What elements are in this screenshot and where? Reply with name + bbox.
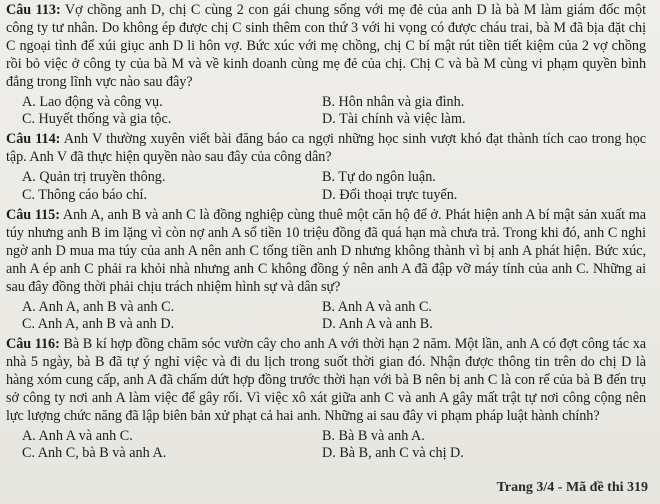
question-113: [6, 2, 646, 92]
option-d[interactable]: D. Bà B, anh C và chị D.: [322, 445, 464, 462]
option-b[interactable]: B. Tự do ngôn luận.: [322, 169, 436, 186]
question-number: Câu 116:: [6, 336, 60, 353]
option-b[interactable]: B. Hôn nhân và gia đình.: [322, 93, 465, 110]
question-stem: Anh A, anh B và anh C là đồng nghiệp cùng thuê một căn hộ để ở. Phát hiện anh A bí mật sản xuất ma túy nhưng anh B im lặng vì còn nợ anh A số tiền 10 triệu đồng đã quá hạn mà chưa trả. Trong khi đó, anh C nghi ngờ anh D mua ma túy của anh A nên anh C tống tiền anh D nhưng không thành vì bị anh A phát hiện. Bức xúc, anh A ép anh C phải ra khỏi nhà nhưng anh C không đồng ý nên anh A đã đập vỡ máy tính của anh C. Những ai sau đây đồng thời phải chịu trách nhiệm hình sự và dân sự?: [6, 206, 646, 295]
option-a[interactable]: A. Anh A, anh B và anh C.: [22, 298, 175, 315]
answer-options: [6, 169, 646, 204]
question-stem: Bà B kí hợp đồng chăm sóc vườn cây cho anh A với thời hạn 2 năm. Một lần, anh A có đợt công tác xa nhà 5 ngày, bà B đã tự ý nghỉ việc và đi du lịch trong suốt thời gian đó. Nhận được thông tin trên do chị D là hàng xóm cung cấp, anh A đã chấm dứt hợp đồng trước thời hạn với bà B nên bị anh C là con rể của bà B đến trụ sở công ty nơi anh A làm việc để gây rối. Vì việc xô xát giữa anh C và anh A gây mất trật tự nơi công cộng nên lực lượng chức năng đã lập biên bản xử phạt cả hai anh. Những ai sau đây vi phạm pháp luật hành chính?: [6, 336, 646, 424]
question-stem: Vợ chồng anh D, chị C cùng 2 con gái chung sống với mẹ đẻ của anh D là bà M làm giám đốc một công ty tư nhân. Do không ép được chị C sinh thêm con thứ 3 với hi vọng có được cháu trai, bà M đã bịa đặt chị C ngoại tình để xúi giục anh D li hôn vợ. Bức xúc với mẹ chồng, chị C bí mật rút tiền tiết kiệm của 2 vợ chồng rồi bỏ việc ở công ty của bà M và về kinh doanh cùng mẹ đẻ của chị. Chị C và bà M cùng vi phạm quyền bình đẳng trong lĩnh vực nào sau đây?: [6, 2, 646, 90]
question-stem: Anh V thường xuyên viết bài đăng báo ca ngợi những học sinh vượt khó đạt thành tích cao trong học tập. Anh V đã thực hiện quyền nào sau đây của công dân?: [6, 131, 646, 166]
option-a[interactable]: A. Anh A và anh C.: [22, 427, 133, 444]
option-d[interactable]: D. Đối thoại trực tuyến.: [322, 186, 458, 203]
option-c[interactable]: C. Thông cáo báo chí.: [22, 186, 148, 203]
answer-options: [6, 94, 646, 129]
question-114: [6, 131, 646, 167]
option-b[interactable]: B. Anh A và anh C.: [322, 298, 432, 315]
option-c[interactable]: C. Anh A, anh B và anh D.: [22, 315, 175, 332]
answer-options: [6, 299, 646, 334]
question-115: [6, 207, 646, 297]
option-c[interactable]: C. Huyết thống và gia tộc.: [22, 110, 172, 127]
question-number: Câu 115:: [6, 206, 60, 223]
option-b[interactable]: B. Bà B và anh A.: [322, 427, 425, 444]
question-number: Câu 114:: [6, 131, 61, 148]
option-a[interactable]: A. Lao động và công vụ.: [22, 93, 163, 110]
option-a[interactable]: A. Quản trị truyền thông.: [22, 169, 166, 186]
question-number: Câu 113:: [6, 2, 61, 18]
question-116: [6, 336, 646, 426]
page-footer: Trang 3/4 - Mã đề thi 319: [496, 480, 648, 495]
option-d[interactable]: D. Tài chính và việc làm.: [322, 110, 466, 127]
option-c[interactable]: C. Anh C, bà B và anh A.: [22, 445, 167, 462]
option-d[interactable]: D. Anh A và anh B.: [322, 315, 433, 332]
answer-options: [6, 428, 646, 463]
